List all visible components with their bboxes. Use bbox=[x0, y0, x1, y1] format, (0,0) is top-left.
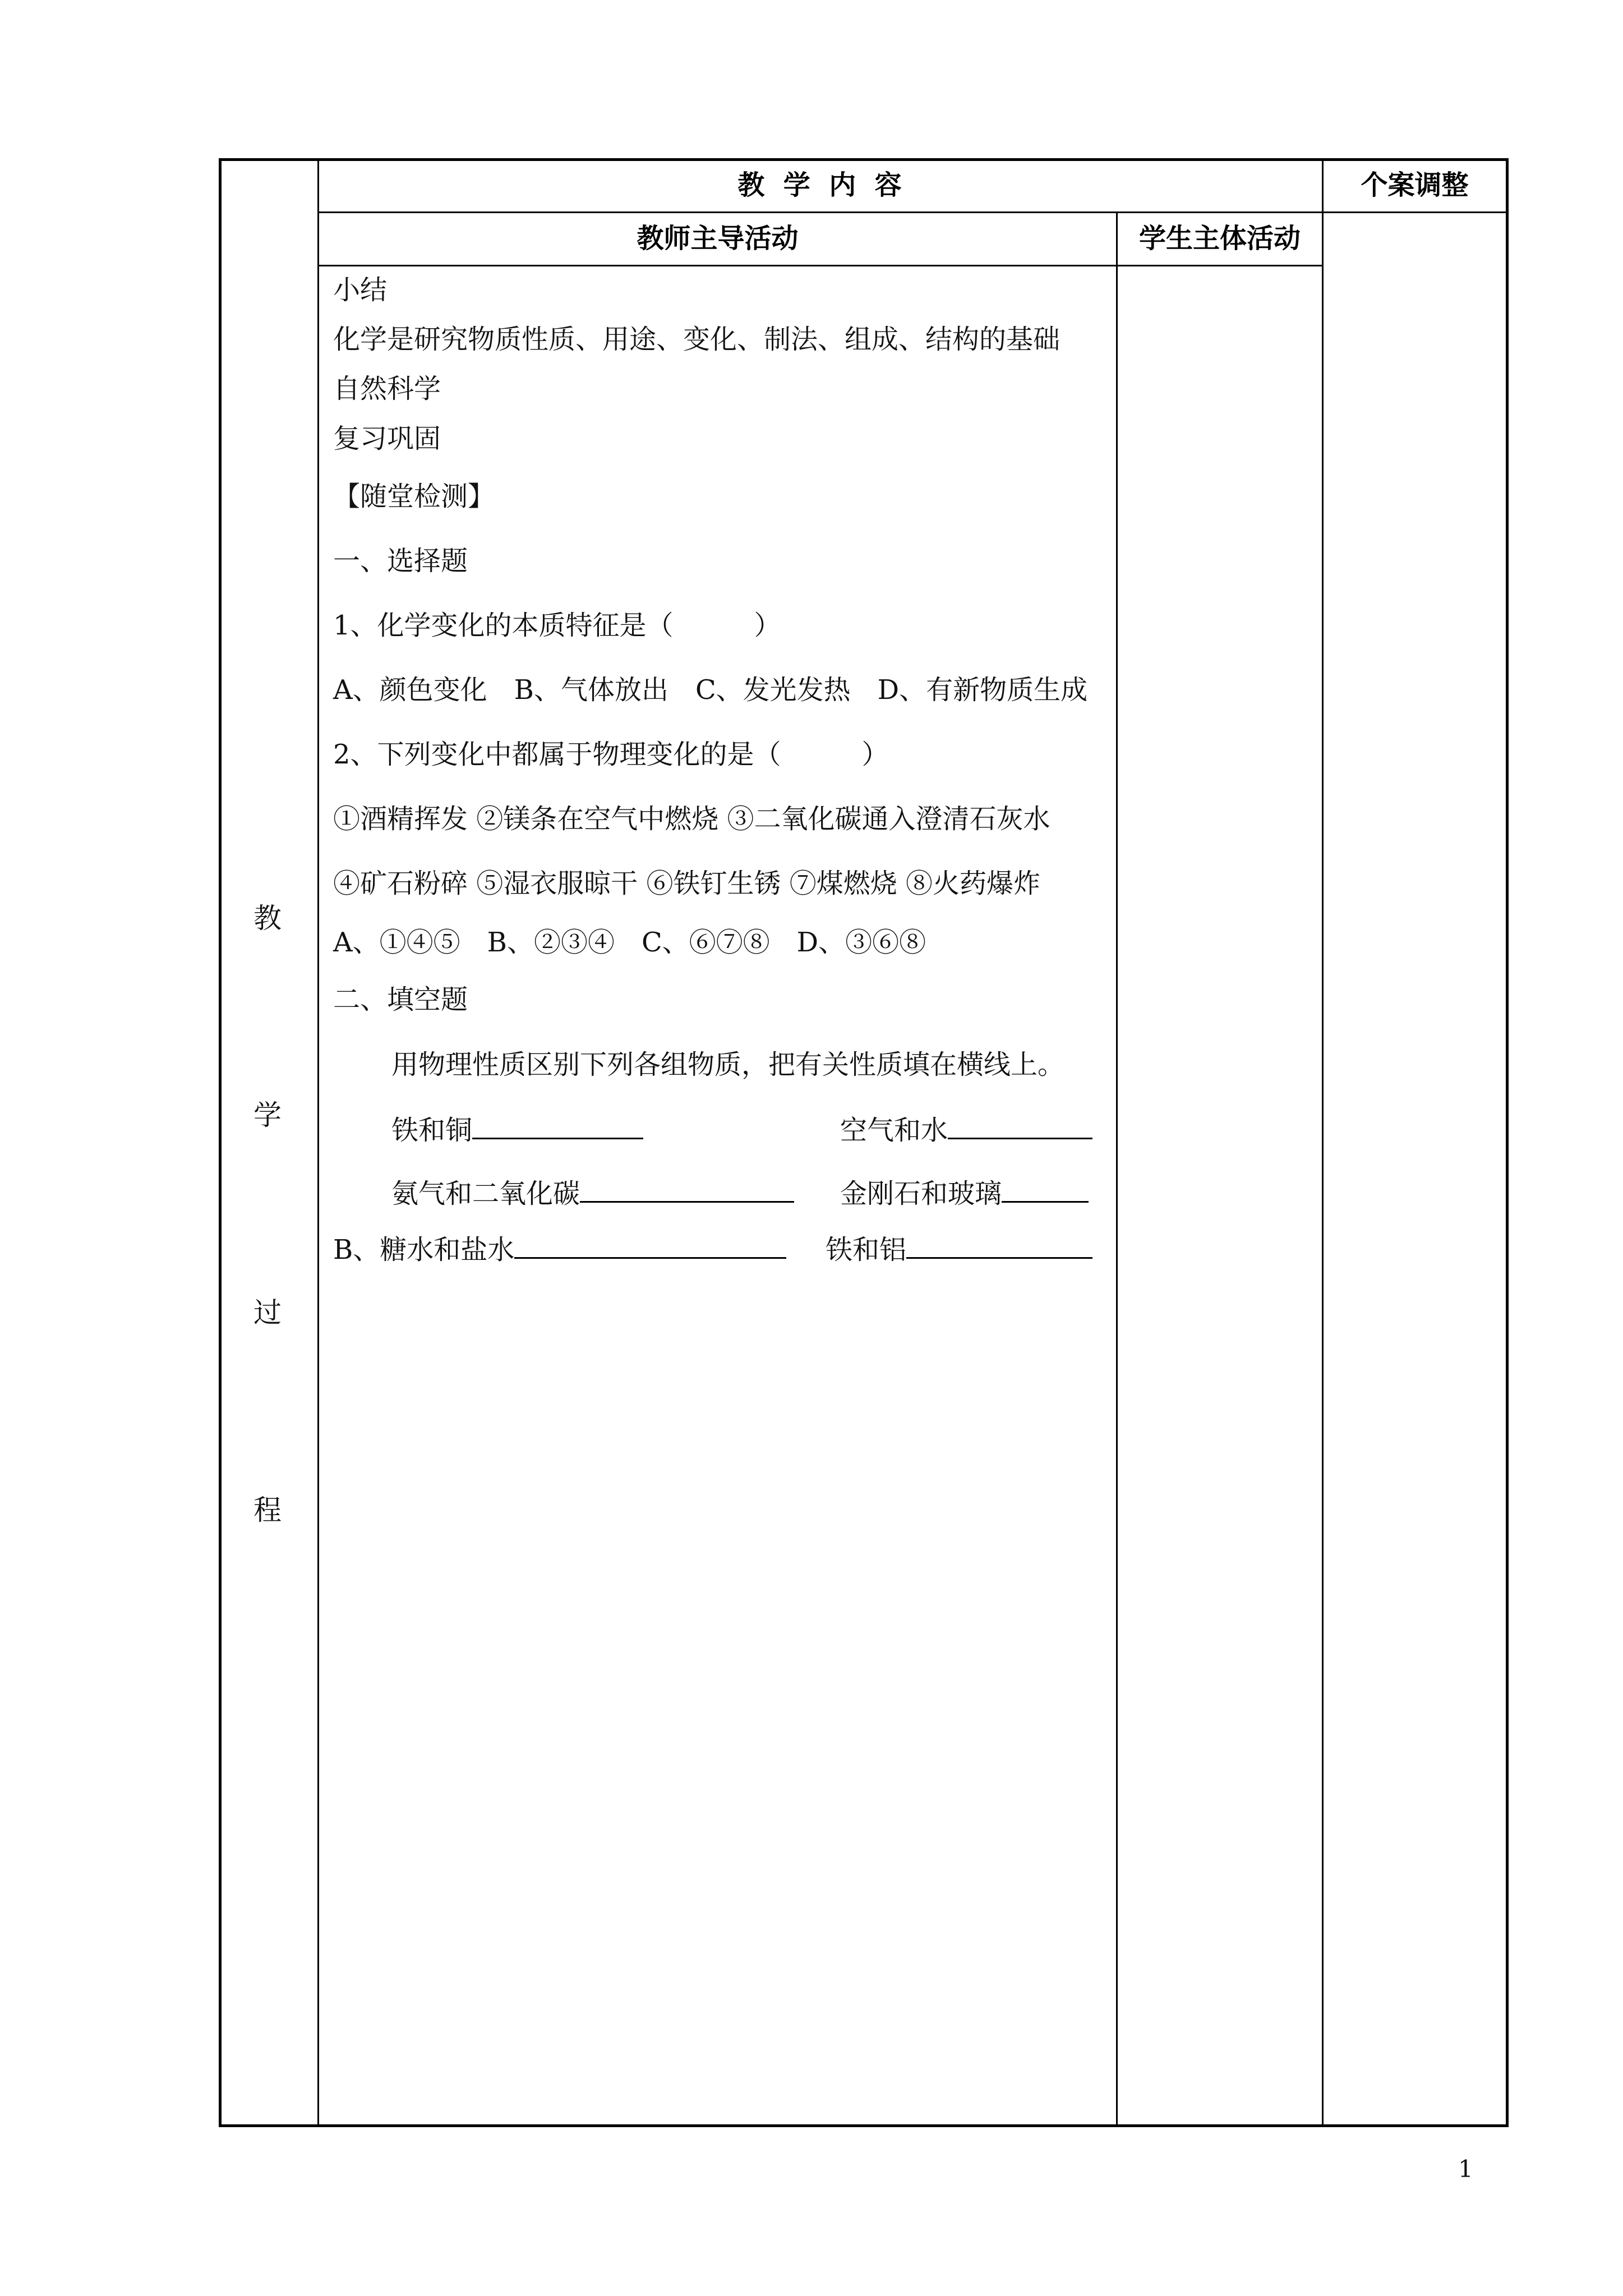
pair-6-label: 铁和铝 bbox=[826, 1234, 907, 1266]
summary-line-2: 自然科学 bbox=[333, 373, 441, 404]
page-number: 1 bbox=[1458, 2155, 1473, 2183]
divider-side-column bbox=[317, 158, 319, 2127]
table-border-left bbox=[219, 158, 222, 2127]
fill-blank-intro: 用物理性质区别下列各组物质，把有关性质填在横线上。 bbox=[391, 1049, 1065, 1080]
section-multiple-choice: 一、选择题 bbox=[333, 545, 468, 577]
pair-5-answer-blank[interactable] bbox=[514, 1231, 786, 1259]
divider-student-column bbox=[1116, 211, 1118, 2127]
side-label-char-1: 教 bbox=[253, 902, 282, 935]
question-2-options: A、①④⑤ B、②③④ C、⑥⑦⑧ D、③⑥⑧ bbox=[333, 927, 926, 958]
table-border-bottom bbox=[219, 2124, 1509, 2127]
side-label-char-4: 程 bbox=[253, 1494, 282, 1526]
fill-row-1 bbox=[391, 1112, 1104, 1147]
divider-header-row1 bbox=[317, 211, 1509, 213]
pair-1-answer-blank[interactable] bbox=[472, 1112, 643, 1139]
section-fill-blank: 二、填空题 bbox=[333, 984, 468, 1015]
fill-row-2 bbox=[391, 1175, 1104, 1211]
pair-5-label: B、糖水和盐水 bbox=[333, 1234, 515, 1266]
pair-3-label: 氨气和二氧化碳 bbox=[391, 1178, 580, 1209]
review-heading: 复习巩固 bbox=[333, 423, 441, 454]
pair-6-answer-blank[interactable] bbox=[906, 1231, 1092, 1259]
side-label-char-2: 学 bbox=[253, 1099, 282, 1131]
header-teaching-content: 教 学 内 容 bbox=[737, 169, 902, 201]
question-1-options: A、颜色变化 B、气体放出 C、发光发热 D、有新物质生成 bbox=[333, 674, 1088, 706]
pair-2-label: 空气和水 bbox=[840, 1115, 948, 1146]
header-case-adjustment: 个案调整 bbox=[1361, 169, 1469, 201]
table-border-top bbox=[219, 158, 1509, 161]
divider-header-row2 bbox=[317, 265, 1324, 266]
pair-4-answer-blank[interactable] bbox=[1002, 1175, 1089, 1203]
pair-4-label: 金刚石和玻璃 bbox=[840, 1178, 1002, 1209]
question-2-items-2: ④矿石粉碎 ⑤湿衣服晾干 ⑥铁钉生锈 ⑦煤燃烧 ⑧火药爆炸 bbox=[333, 868, 1041, 899]
pair-1-label: 铁和铜 bbox=[391, 1115, 473, 1146]
pair-2-answer-blank[interactable] bbox=[948, 1112, 1092, 1139]
question-2: 2、下列变化中都属于物理变化的是（ ） bbox=[333, 739, 889, 770]
fill-row-3 bbox=[333, 1231, 1104, 1267]
divider-adjust-column bbox=[1322, 158, 1324, 2127]
table-border-right bbox=[1506, 158, 1509, 2127]
summary-line-1: 化学是研究物质性质、用途、变化、制法、组成、结构的基础 bbox=[333, 324, 1061, 355]
header-teacher-activity: 教师主导活动 bbox=[637, 223, 799, 254]
header-student-activity: 学生主体活动 bbox=[1138, 223, 1301, 254]
pair-3-answer-blank[interactable] bbox=[580, 1175, 794, 1203]
summary-title: 小结 bbox=[333, 274, 388, 306]
side-label-char-3: 过 bbox=[253, 1296, 282, 1329]
quiz-title: 【随堂检测】 bbox=[333, 481, 495, 512]
question-2-items-1: ①酒精挥发 ②镁条在空气中燃烧 ③二氧化碳通入澄清石灰水 bbox=[333, 803, 1050, 835]
question-1: 1、化学变化的本质特征是（ ） bbox=[333, 610, 781, 641]
